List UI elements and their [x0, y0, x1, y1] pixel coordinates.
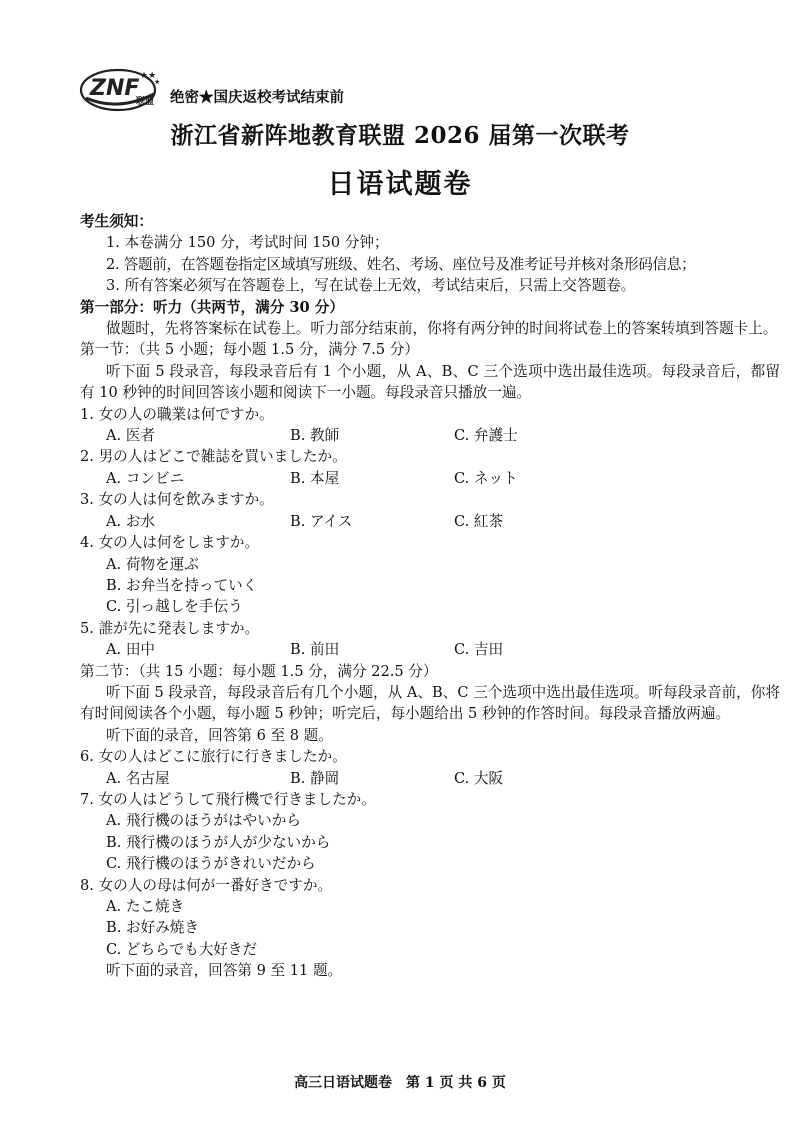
notice-item: 1. 本卷满分 150 分，考试时间 150 分钟； [106, 234, 389, 252]
znf-logo [78, 64, 166, 112]
question-2: 2. 男の人はどこで雑誌を買いましたか。 [80, 448, 347, 466]
section1-intro: 听下面 5 段录音，每段录音后有 1 个小题，从 A、B、C 三个选项中选出最佳选项。每段录音后，都留有 10 秒钟的时间回答该小题和阅读下一小题。每段录音只播放一遍。 [80, 362, 780, 402]
secret-label: 绝密★国庆返校考试结束前 [170, 89, 344, 106]
option-a: A. たこ焼き [106, 898, 185, 915]
question-6-options [80, 768, 780, 789]
logo-sub: 联盟 [136, 97, 155, 107]
option-b: B. 前田 [290, 641, 340, 659]
notice-item: 2. 答题前，在答题卷指定区域填写班级、姓名、考场、座位号及准考证号并核对条形码信息； [106, 255, 696, 273]
option-a: A. 飛行機のほうがはやいから [106, 812, 301, 830]
notice-heading: 考生须知： [80, 213, 153, 230]
option-a: A. コンビニ [106, 469, 185, 487]
question-1-options [80, 425, 780, 446]
option-b: B. 静岡 [290, 769, 340, 787]
option-a: A. 田中 [106, 641, 156, 659]
option-c: C. 紅茶 [454, 512, 504, 530]
option-c: C. 吉田 [454, 641, 504, 659]
section1-heading: 第一节：（共 5 小题；每小题 1.5 分，满分 7.5 分） [80, 341, 419, 359]
option-b: B. 本屋 [290, 469, 340, 487]
option-a: A. お水 [106, 512, 156, 530]
option-c: C. ネット [454, 469, 518, 487]
svg-text:★: ★ [154, 78, 161, 86]
option-c: C. 引っ越しを手伝う [106, 598, 243, 616]
question-8: 8. 女の人の母は何が一番好きですか。 [80, 876, 333, 894]
group-instruction: 听下面的录音，回答第 6 至 8 题。 [106, 726, 333, 744]
exam-title: 浙江省新阵地教育联盟 2026 届第一次联考 [170, 122, 630, 149]
exam-body [80, 211, 780, 982]
question-7: 7. 女の人はどうして飛行機で行きましたか。 [80, 790, 376, 808]
option-c: C. どちらでも大好きだ [106, 940, 258, 958]
option-a: A. 名古屋 [106, 769, 170, 787]
page-footer: 高三日语试题卷 第 1 页 共 6 页 [294, 1075, 506, 1091]
question-3: 3. 女の人は何を飲みますか。 [80, 491, 274, 509]
option-c: C. 飛行機のほうがきれいだから [106, 855, 316, 873]
option-b: B. アイス [290, 512, 353, 530]
option-b: B. お弁当を持っていく [106, 576, 258, 594]
svg-text:★★: ★★ [140, 71, 157, 81]
exam-subtitle: 日语试题卷 [327, 169, 473, 200]
notice-item: 3. 所有答案必须写在答题卷上，写在试卷上无效，考试结束后，只需上交答题卷。 [106, 277, 636, 295]
option-b: B. お好み焼き [106, 919, 199, 937]
option-a: A. 荷物を運ぶ [106, 555, 199, 573]
question-2-options [80, 468, 780, 489]
logo-text: ZNF [90, 76, 140, 101]
question-1: 1. 女の人の職業は何ですか。 [80, 405, 274, 423]
part1-heading: 第一部分：听力（共两节，满分 30 分） [80, 298, 344, 316]
question-5-options [80, 639, 780, 660]
group-instruction: 听下面的录音，回答第 9 至 11 题。 [106, 962, 343, 980]
question-4: 4. 女の人は何をしますか。 [80, 534, 260, 552]
option-b: B. 飛行機のほうが人が少ないから [106, 833, 331, 851]
question-3-options [80, 511, 780, 532]
option-a: A. 医者 [106, 427, 156, 445]
option-b: B. 教師 [290, 427, 340, 445]
option-c: C. 弁護士 [454, 427, 518, 445]
part1-intro: 做题时，先将答案标在试卷上。听力部分结束前，你将有两分钟的时间将试卷上的答案转填到答题卡上。 [106, 320, 778, 338]
question-6: 6. 女の人はどこに旅行に行きましたか。 [80, 748, 347, 766]
question-5: 5. 誰が先に発表しますか。 [80, 619, 260, 637]
section2-heading: 第二节：（共 15 小题：每小题 1.5 分，满分 22.5 分） [80, 662, 438, 680]
option-c: C. 大阪 [454, 769, 504, 787]
section2-intro: 听下面 5 段录音，每段录音后有几个小题，从 A、B、C 三个选项中选出最佳选项。听每段录音前，你将有时间阅读各个小题，每小题 5 秒钟；听完后，每小题给出 5 秒钟的作答时间。每段录音播放两遍。 [80, 683, 780, 723]
